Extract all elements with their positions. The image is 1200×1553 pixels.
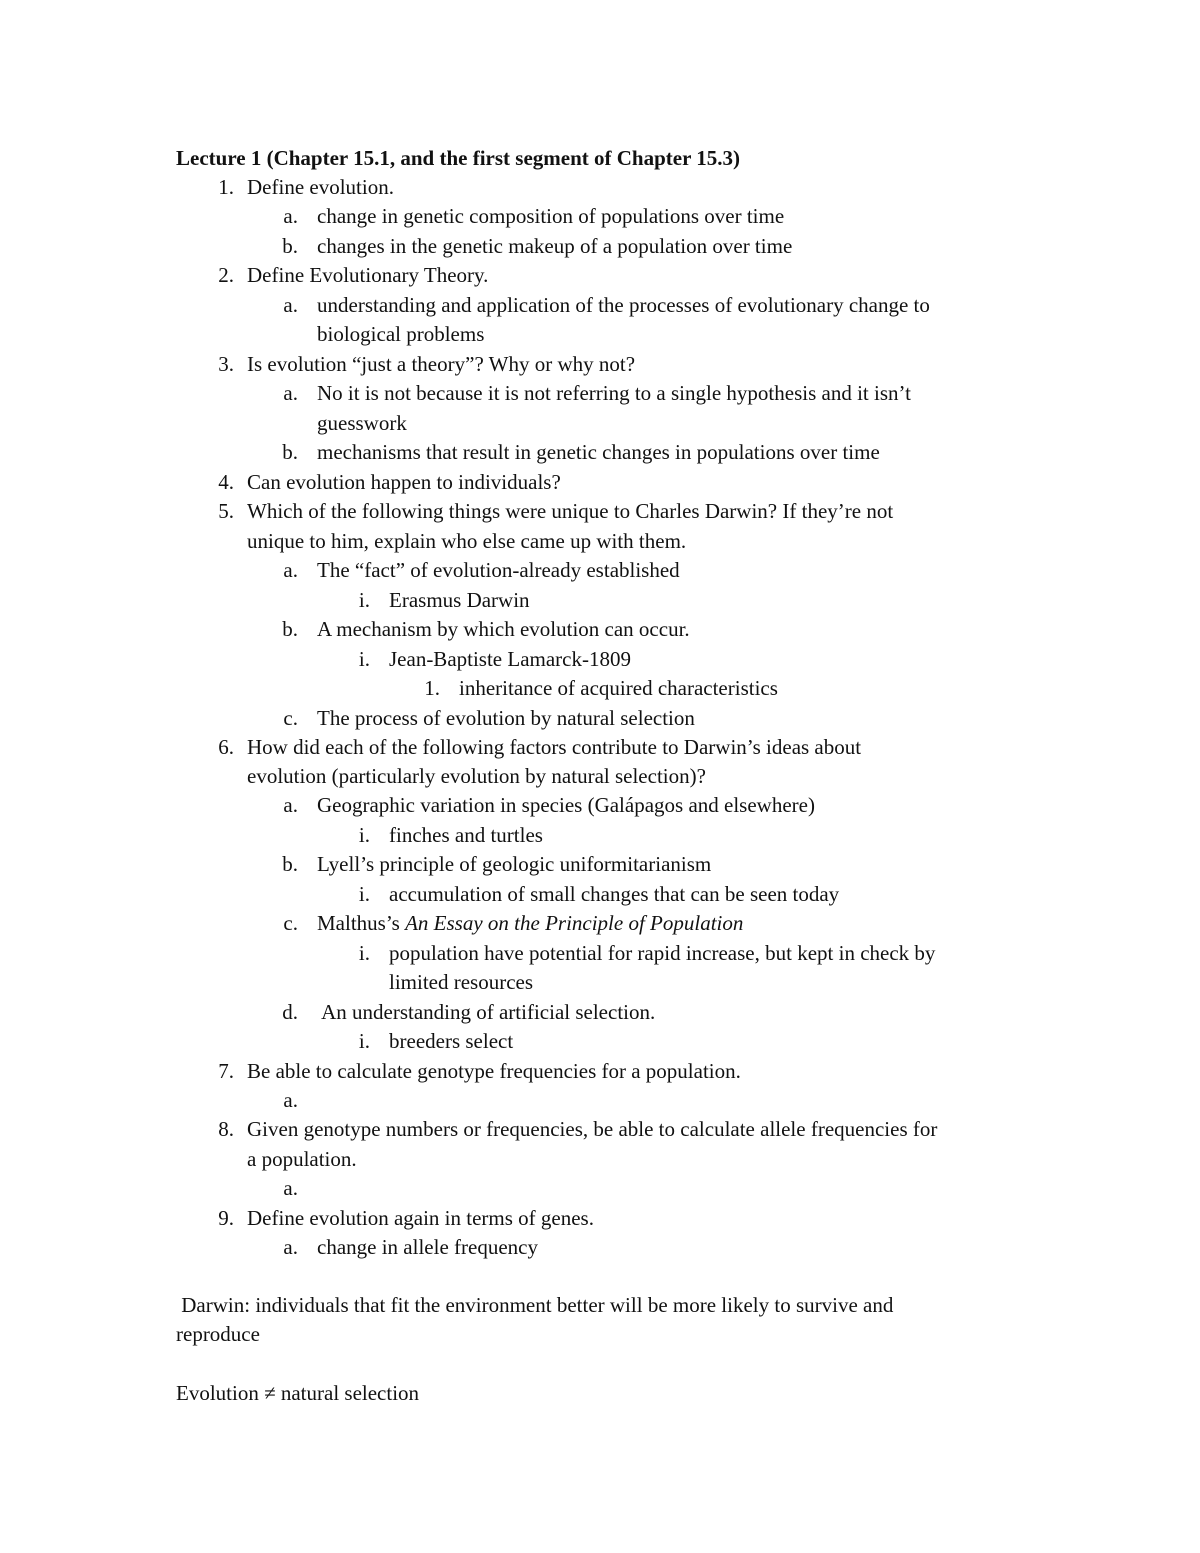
- list-letter: a.: [283, 1088, 298, 1112]
- note-text: Evolution ≠ natural selection: [176, 1381, 420, 1405]
- question-text: Which of the following things were unique to Charles Darwin? If they’re not: [247, 499, 894, 523]
- note-text: reproduce: [176, 1322, 260, 1346]
- question-text: a population.: [247, 1147, 357, 1171]
- question-text: Define Evolutionary Theory.: [247, 263, 489, 287]
- answer-text: change in allele frequency: [317, 1235, 538, 1259]
- answer-text: change in genetic composition of populations over time: [317, 204, 785, 228]
- book-title: An Essay on the Principle of Population: [405, 911, 744, 935]
- list-roman: i.: [358, 823, 370, 847]
- answer-text: accumulation of small changes that can be seen today: [389, 882, 840, 906]
- list-roman: i.: [358, 588, 370, 612]
- list-letter: a.: [283, 1176, 298, 1200]
- list-letter: a.: [283, 381, 298, 405]
- list-letter: b.: [282, 852, 298, 876]
- answer-text: The “fact” of evolution-already established: [317, 558, 680, 582]
- question-text: Is evolution “just a theory”? Why or why not?: [247, 352, 636, 376]
- answer-text: breeders select: [389, 1029, 514, 1053]
- list-number: 4.: [218, 470, 234, 494]
- list-number: 8.: [218, 1117, 234, 1141]
- list-letter: a.: [283, 1235, 298, 1259]
- question-text: Given genotype numbers or frequencies, be able to calculate allele frequencies for: [247, 1117, 938, 1141]
- question-text: Define evolution.: [247, 175, 394, 199]
- answer-text: No it is not because it is not referring to a single hypothesis and it isn’t: [317, 381, 911, 405]
- answer-text: Jean-Baptiste Lamarck-1809: [389, 647, 631, 671]
- list-letter: b.: [282, 617, 298, 641]
- answer-text: mechanisms that result in genetic changes in populations over time: [317, 440, 880, 464]
- answer-text: population have potential for rapid increase, but kept in check by: [389, 941, 936, 965]
- list-number: 1.: [424, 676, 440, 700]
- answer-text: The process of evolution by natural selection: [317, 706, 695, 730]
- answer-text: biological problems: [317, 322, 485, 346]
- list-number: 3.: [218, 352, 234, 376]
- list-number: 5.: [218, 499, 234, 523]
- list-number: 6.: [218, 735, 234, 759]
- answer-text: Erasmus Darwin: [389, 588, 530, 612]
- list-letter: a.: [283, 558, 298, 582]
- list-number: 2.: [218, 263, 234, 287]
- list-letter: d.: [282, 1000, 298, 1024]
- answer-text: understanding and application of the processes of evolutionary change to: [317, 293, 930, 317]
- note-text: Darwin: individuals that fit the environment better will be more likely to survive and: [176, 1293, 894, 1317]
- list-number: 7.: [218, 1059, 234, 1083]
- answer-text: finches and turtles: [389, 823, 543, 847]
- list-roman: i.: [358, 647, 370, 671]
- list-letter: b.: [282, 234, 298, 258]
- list-roman: i.: [358, 941, 370, 965]
- answer-text: Geographic variation in species (Galápagos and elsewhere): [317, 793, 815, 817]
- answer-text: Lyell’s principle of geologic uniformitarianism: [317, 852, 712, 876]
- answer-text-prefix: Malthus’s: [317, 911, 406, 935]
- list-letter: c.: [283, 911, 298, 935]
- answer-text: A mechanism by which evolution can occur.: [317, 617, 690, 641]
- list-letter: a.: [283, 293, 298, 317]
- answer-text: An understanding of artificial selection.: [317, 1000, 656, 1024]
- question-text: Be able to calculate genotype frequencies for a population.: [247, 1059, 741, 1083]
- list-letter: c.: [283, 706, 298, 730]
- question-text: evolution (particularly evolution by natural selection)?: [247, 764, 706, 788]
- list-number: 9.: [218, 1206, 234, 1230]
- list-letter: a.: [283, 793, 298, 817]
- answer-text: guesswork: [317, 411, 407, 435]
- list-letter: a.: [283, 204, 298, 228]
- question-text: Can evolution happen to individuals?: [247, 470, 561, 494]
- list-roman: i.: [358, 1029, 370, 1053]
- question-text: unique to him, explain who else came up with them.: [247, 529, 687, 553]
- answer-text: [317, 908, 743, 938]
- answer-text: changes in the genetic makeup of a population over time: [317, 234, 793, 258]
- question-text: How did each of the following factors contribute to Darwin’s ideas about: [247, 735, 862, 759]
- answer-text: inheritance of acquired characteristics: [459, 676, 778, 700]
- answer-text: limited resources: [389, 970, 534, 994]
- list-number: 1.: [218, 175, 234, 199]
- list-letter: b.: [282, 440, 298, 464]
- document-title: Lecture 1 (Chapter 15.1, and the first segment of Chapter 15.3): [176, 146, 741, 170]
- list-roman: i.: [358, 882, 370, 906]
- question-text: Define evolution again in terms of genes.: [247, 1206, 594, 1230]
